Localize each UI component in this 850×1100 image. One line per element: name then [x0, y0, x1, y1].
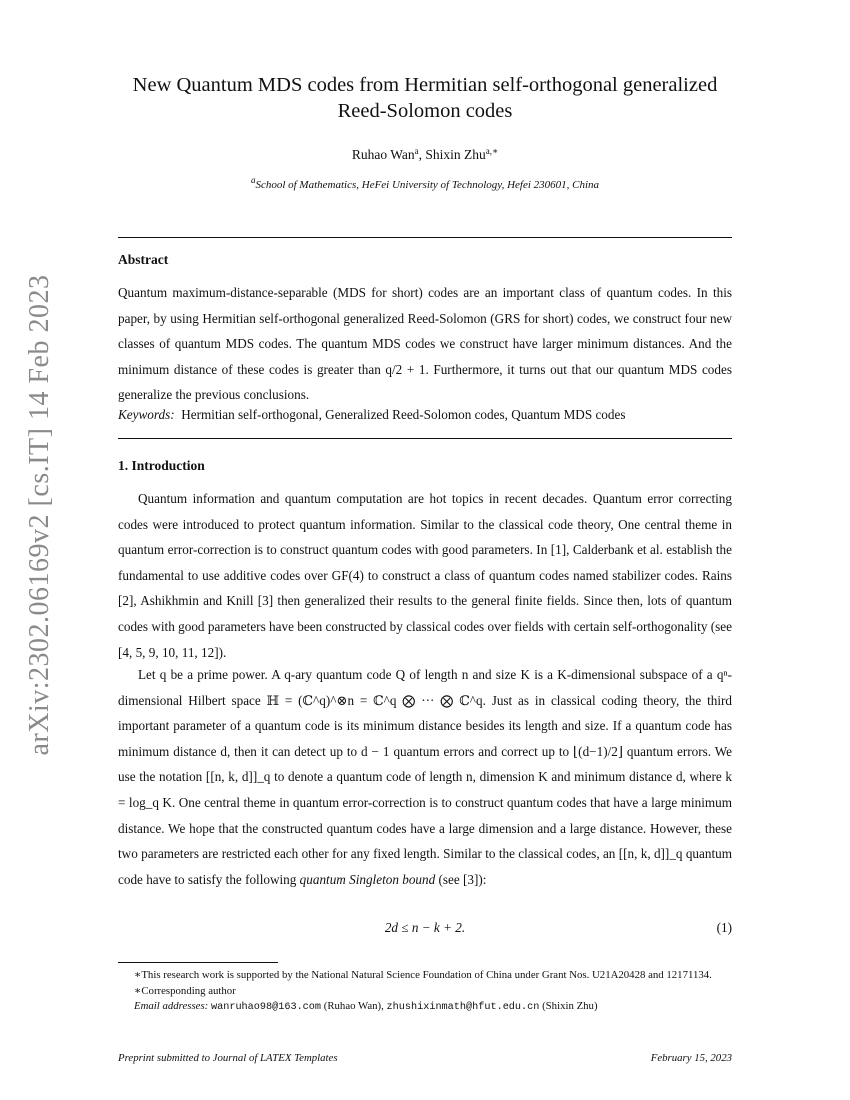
email-link-2[interactable]: zhushixinmath@hfut.edu.cn — [386, 1002, 540, 1013]
email-owner-1: (Ruhao Wan), — [321, 1000, 387, 1012]
abstract-top-rule — [118, 237, 732, 238]
author-superscript: a,∗ — [485, 146, 499, 156]
keywords-text: Hermitian self-orthogonal, Generalized Reed-Solomon codes, Quantum MDS codes — [181, 407, 626, 422]
intro-paragraph-2 — [118, 662, 732, 892]
intro-paragraph-2-tail: (see [3]): — [435, 871, 487, 887]
affiliation-superscript: a — [250, 175, 256, 185]
title-line-1: New Quantum MDS codes from Hermitian self-orthogonal generalized — [132, 74, 718, 96]
email-owner-2: (Shixin Zhu) — [539, 1000, 598, 1012]
author-name: Ruhao Wan — [351, 147, 415, 162]
footnotes — [118, 968, 732, 1016]
section-heading-introduction: 1. Introduction — [118, 458, 205, 473]
equation-body: 2d ≤ n − k + 2. — [384, 920, 466, 935]
title-line-2: Reed-Solomon codes — [337, 100, 513, 122]
abstract-bottom-rule — [118, 438, 732, 439]
author-superscript: a — [414, 146, 419, 156]
intro-paragraph-2-body: Let q be a prime power. A q-ary quantum code Q of length n and size K is a K-dimensional subspace of a qⁿ-dimensional Hilbert space ℍ = (ℂ^q)^⊗n = ℂ^q ⨂ ··· ⨂ ℂ^q. Just as in classical coding theory, the third important parameter of a quantum code is its minimum distance besides its length and size. If a quantum code has minimum distance d, then it can detect up to d − 1 quantum errors and correct up to ⌊(d−1)/2⌋ quantum errors. We use the notation [[n, k, d]]_q to denote a quantum code of length n, dimension K and minimum distance d, where k = log_q K. One central theme in quantum error-correction is to construct quantum codes that have a large minimum distance. We hope that the constructed quantum codes have a large dimension and a large distance. However, these two parameters are restricted each other for any fixed length. Similar to the classical codes, an [[n, k, d]]_q quantum code have to satisfy the following — [118, 667, 732, 887]
intro-paragraph-1: Quantum information and quantum computation are hot topics in recent decades. Quantum error correcting codes were introduced to protect quantum information. Similar to the classical code theory, One central theme in quantum error-correction is to construct quantum codes with good parameters. In [1], Calderbank et al. establish the fundamental to use additive codes over GF(4) to construct a class of quantum codes named stabilizer codes. Rains [2], Ashikhmin and Knill [3] then generalized their results to the general finite fields. Since then, lots of quantum codes with good parameters have been constructed by classical codes over fields with certain self-orthogonality (see [4, 5, 9, 10, 11, 12]). — [118, 491, 732, 660]
author-name: Shixin Zhu — [425, 147, 486, 162]
email-link-1[interactable]: wanruhao98@163.com — [210, 1002, 322, 1013]
footer-preprint-note: Preprint submitted to Journal of LATEX Templates — [118, 1052, 338, 1064]
paper-title — [118, 72, 732, 124]
abstract-text: Quantum maximum-distance-separable (MDS for short) codes are an important class of quantum codes. In this paper, by using Hermitian self-orthogonal generalized Reed-Solomon (GRS for short) codes, we construct four new classes of quantum MDS codes. The quantum MDS codes we construct have larger minimum distances. And the minimum distance of these codes is greater than q/2 + 1. Furthermore, it turns out that our quantum MDS codes generalize the previous conclusions. — [118, 285, 732, 403]
footnote-corresponding: ∗Corresponding author — [134, 984, 236, 997]
footnote-emails — [118, 999, 732, 1016]
keywords-label: Keywords: — [118, 407, 175, 422]
arxiv-identifier: arXiv:2302.06169v2 [cs.IT] 14 Feb 2023 — [24, 274, 55, 756]
singleton-bound-term: quantum Singleton bound — [299, 871, 436, 887]
footer-date: February 15, 2023 — [650, 1052, 732, 1064]
affiliation — [118, 175, 732, 191]
abstract-heading: Abstract — [118, 252, 169, 267]
arxiv-sidebar-stamp — [18, 274, 62, 756]
footnote-rule — [118, 962, 278, 963]
affiliation-text: School of Mathematics, HeFei University of Technology, Hefei 230601, China — [255, 179, 600, 191]
keywords-line — [118, 402, 732, 428]
equation-1 — [118, 920, 732, 942]
author-list: Ruhao Wan$^a$, Shixin Zhu$^{a,∗}$ — [351, 146, 499, 162]
email-label: Email addresses: — [134, 1000, 209, 1012]
footnote-funding: ∗This research work is supported by the National Natural Science Foundation of China under Grant Nos. U21A20428 and 12171134. — [134, 969, 712, 981]
equation-number: (1) — [716, 920, 732, 935]
